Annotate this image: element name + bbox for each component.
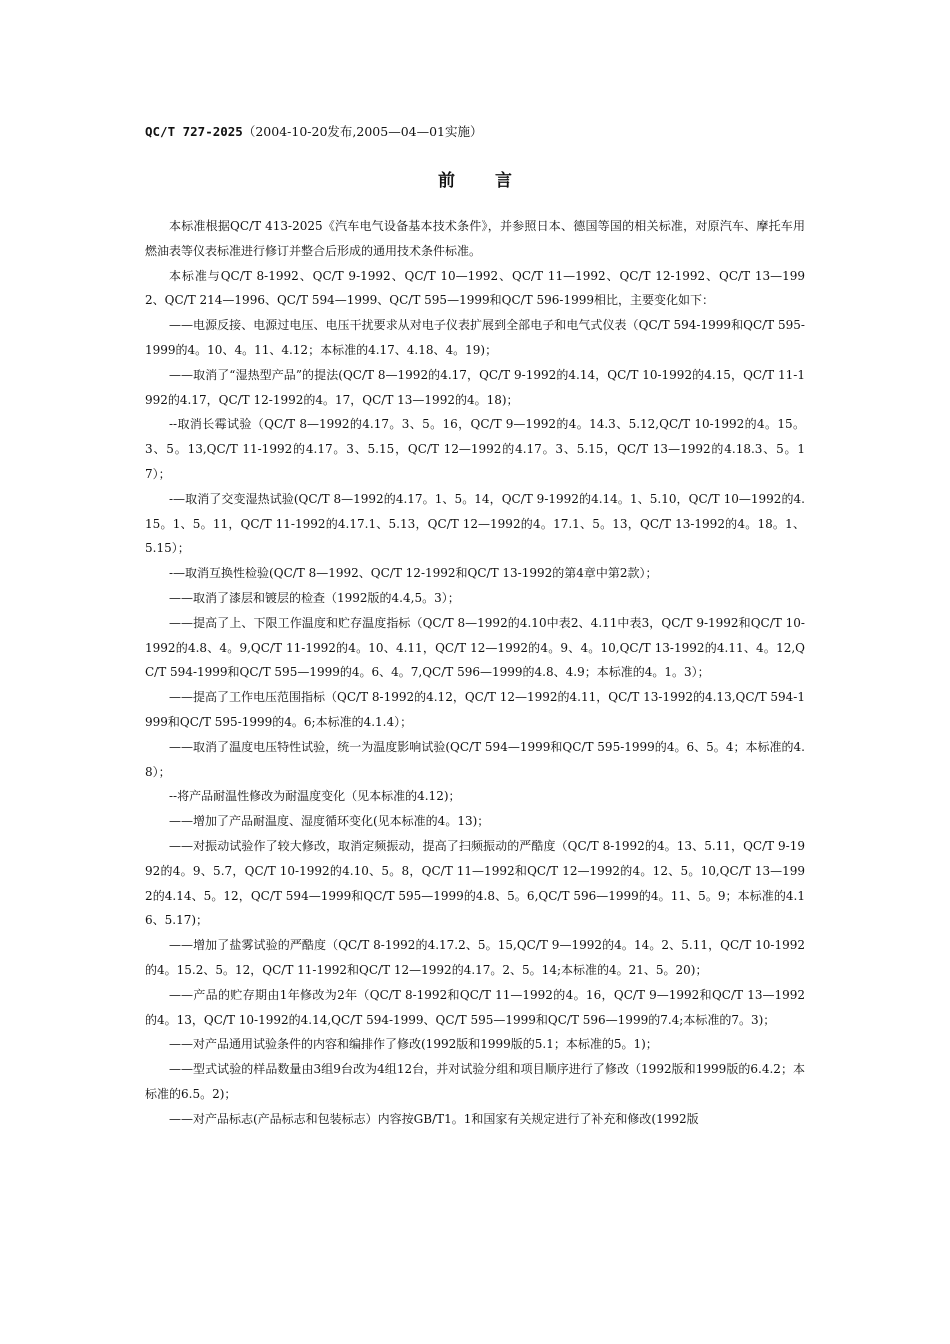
paragraph: ——对振动试验作了较大修改，取消定频振动，提高了扫频振动的严酷度（QC/T 8-1992的4。13、5.11，QC/T 9-1992的4。9、5.7，QC/T 10-1992的4.10、5。8，QC/T 11—1992和QC/T 12—1992的4。12、5。10,QC/T 13—1992的4.14、5。12，QC/T 594—1999和QC/T 595—1999的4.8、5。6,QC/T 596—1999的4。11、5。9；本标准的4.16、5.17)；: [145, 838, 805, 928]
paragraph: ——取消了温度电压特性试验，统一为温度影响试验(QC/T 594—1999和QC/T 595-1999的4。6、5。4；本标准的4.8）；: [145, 739, 805, 779]
paragraph: -—取消了交变湿热试验(QC/T 8—1992的4.17。1、5。14，QC/T 9-1992的4.14。1、5.10，QC/T 10—1992的4.15。1、5。11，QC/T 11-1992的4.17.1、5.13，QC/T 12—1992的4。17.1、5。13，QC/T 13-1992的4。18。1、5.15）；: [145, 491, 805, 556]
paragraph: ——电源反接、电源过电压、电压干扰要求从对电子仪表扩展到全部电子和电气式仪表（QC/T 594-1999和QC/T 595-1999的4。10、4。11、4.12；本标准的4.17、4.18、4。19)；: [145, 318, 805, 357]
paragraph: 本标准与QC/T 8-1992、QC/T 9-1992、QC/T 10—1992、QC/T 11—1992、QC/T 12-1992、QC/T 13—1992、QC/T 214—1996、QC/T 594—1999、QC/T 595—1999和QC/T 596-1999相比，主要变化如下：: [145, 268, 805, 308]
standard-header: [145, 122, 805, 142]
paragraph: --取消长霉试验（QC/T 8—1992的4.17。3、5。16，QC/T 9—1992的4。14.3、5.12,QC/T 10-1992的4。15。3、5。13,QC/T 11-1992的4.17。3、5.15，QC/T 12—1992的4.17。3、5.15，QC/T 13—1992的4.18.3、5。17）；: [145, 417, 805, 481]
paragraph: ——提高了工作电压范围指标（QC/T 8-1992的4.12，QC/T 12—1992的4.11，QC/T 13-1992的4.13,QC/T 594-1999和QC/T 595-1999的4。6;本标准的4.1.4）；: [145, 690, 805, 729]
paragraph: ——取消了“湿热型产品”的提法(QC/T 8—1992的4.17，QC/T 9-1992的4.14，QC/T 10-1992的4.15，QC/T 11-1992的4.17，QC/T 12-1992的4。17，QC/T 13—1992的4。18)；: [145, 367, 805, 407]
paragraph: ——增加了产品耐温度、湿度循环变化(见本标准的4。13)；: [169, 814, 490, 829]
paragraph: 本标准根据QC/T 413-2025《汽车电气设备基本技术条件》，并参照日本、德国等国的相关标准，对原汽车、摩托车用燃油表等仪表标准进行修订并整合后形成的通用技术条件标准。: [145, 219, 805, 258]
paragraph: ——增加了盐雾试验的严酷度（QC/T 8-1992的4.17.2、5。15,QC/T 9—1992的4。14。2、5.11，QC/T 10-1992的4。15.2、5。12，QC/T 11-1992和QC/T 12—1992的4.17。2、5。14;本标准的4。21、5。20)；: [145, 938, 805, 977]
page-title: 前言: [438, 171, 552, 191]
paragraph: ——提高了上、下限工作温度和贮存温度指标（QC/T 8—1992的4.10中表2、4.11中表3，QC/T 9-1992和QC/T 10-1992的4.8、4。9,QC/T 11-1992的4。10、4.11，QC/T 12—1992的4。9、4。10,QC/T 13-1992的4.11、4。12,QC/T 594-1999和QC/T 595—1999的4。6、4。7,QC/T 596—1999的4.8、4.9；本标准的4。1。3）；: [145, 615, 805, 680]
document-body: [145, 214, 805, 1131]
paragraph: -—取消互换性检验(QC/T 8—1992、QC/T 12-1992和QC/T 13-1992的第4章中第2款）；: [169, 566, 658, 581]
standard-code: QC/T 727-2025: [145, 124, 243, 139]
paragraph: ——产品的贮存期由1年修改为2年（QC/T 8-1992和QC/T 11—1992的4。16，QC/T 9—1992和QC/T 13—1992的4。13，QC/T 10-1992的4.14,QC/T 594-1999、QC/T 595—1999和QC/T 596—1999的7.4;本标准的7。3)；: [145, 987, 805, 1027]
paragraph: --将产品耐温性修改为耐温度变化（见本标准的4.12)；: [169, 789, 461, 804]
paragraph: ——型式试验的样品数量由3组9台改为4组12台，并对试验分组和项目顺序进行了修改（1992版和1999版的6.4.2；本标准的6.5。2)；: [145, 1062, 805, 1101]
paragraph: ——对产品标志(产品标志和包装标志）内容按GB/T1。1和国家有关规定进行了补充和修改(1992版: [169, 1111, 699, 1126]
paragraph: ——取消了漆层和镀层的检查（1992版的4.4,5。3）；: [169, 590, 460, 605]
document-page: [145, 122, 805, 1131]
standard-dates: （2004-10-20发布,2005—04—01实施）: [242, 124, 483, 139]
paragraph: ——对产品通用试验条件的内容和编排作了修改(1992版和1999版的5.1；本标准的5。1)；: [169, 1037, 658, 1052]
